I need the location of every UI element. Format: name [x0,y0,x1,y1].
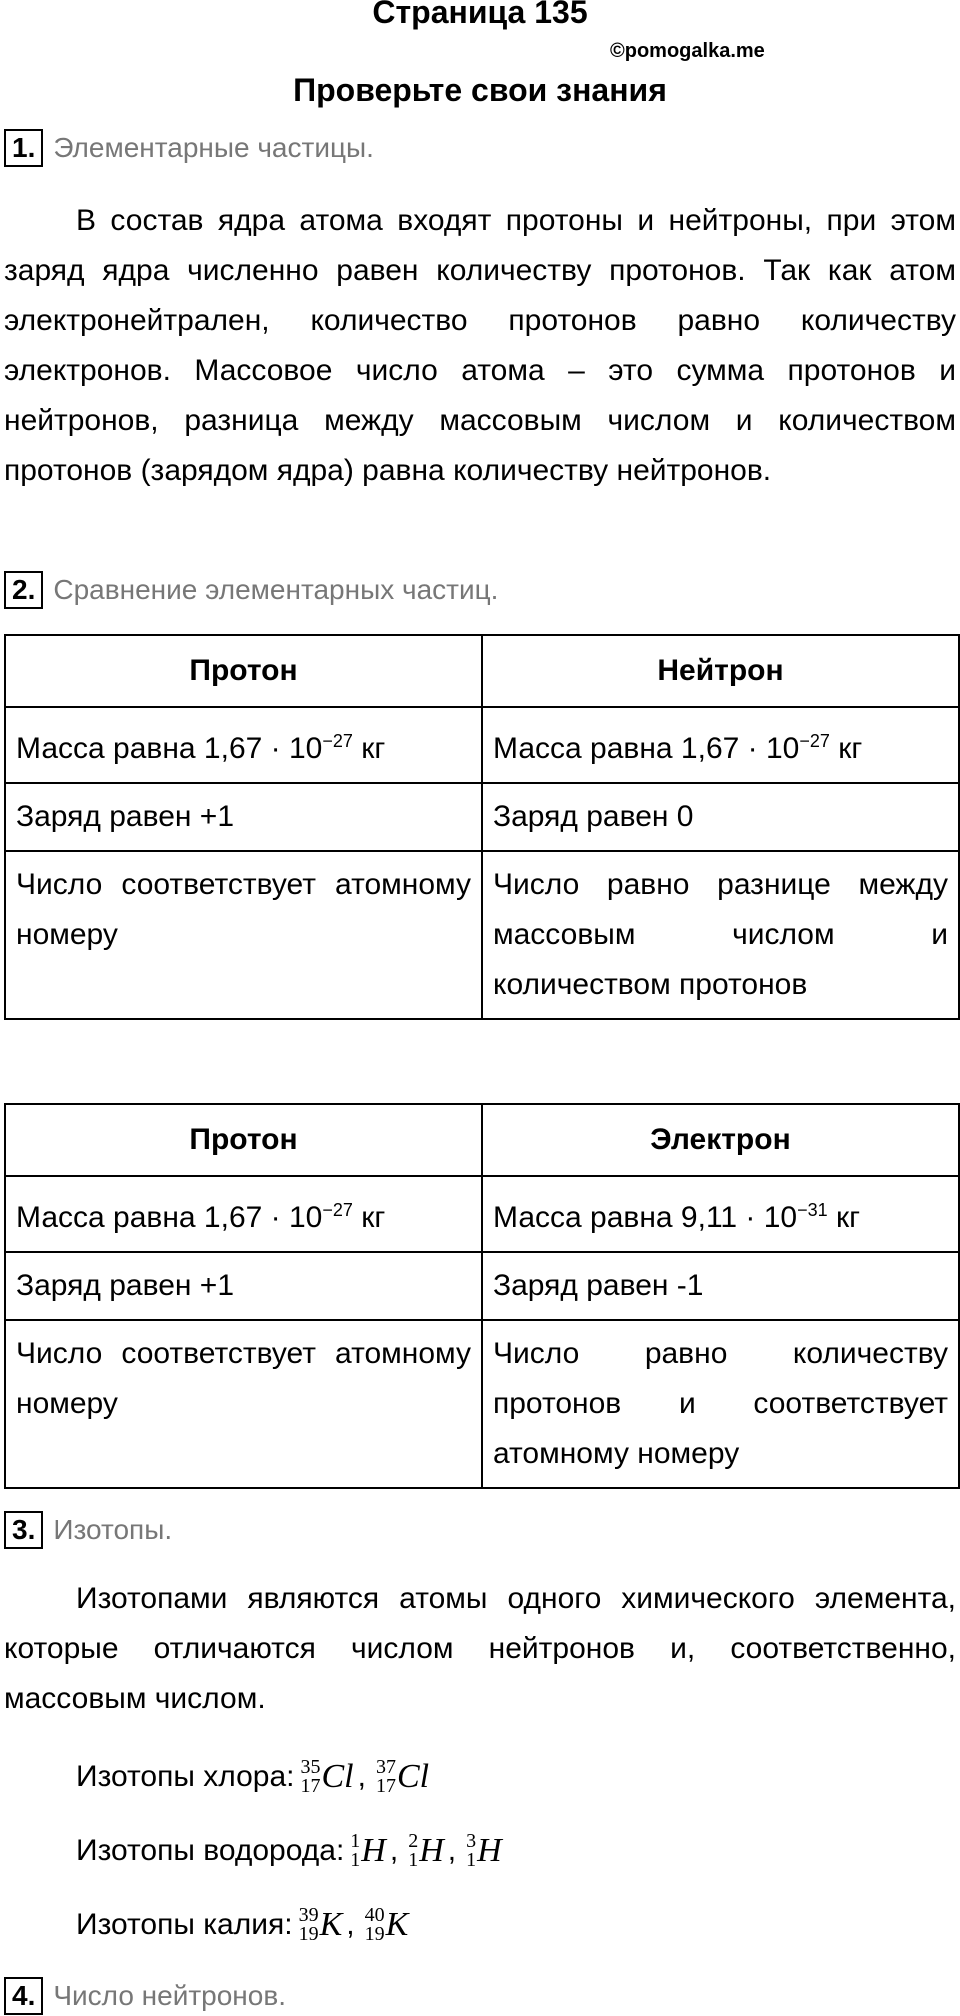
element-symbol: Cl [396,1758,430,1795]
task-3-answer: Изотопами являются атомы одного химического элемента, которые отличаются числом нейтронов и, соответственно, массовым числом. [4,1582,956,1715]
separator: , [346,1908,355,1941]
task-4-title: Число нейтронов. [53,1980,286,2011]
cell-text: Масса равна 9,11 · 10 [493,1201,798,1234]
table-row [5,783,959,851]
table-row [5,851,959,1019]
table-row [5,1252,959,1320]
table-cell [5,707,482,783]
task-1-answer: В состав ядра атома входят протоны и нейтроны, при этом заряд ядра численно равен количеству протонов. Так как атом электронейтрален, количество протонов равно количеству электронов. Массовое число атома – это сумма протонов и нейтронов, разница между массовым числом и количеством протонов (зарядом ядра) равна количеству нейтронов. [4,204,956,487]
table-header: Протон [5,1104,482,1176]
atomic-number: 1 [350,1849,361,1871]
table-cell: Заряд равен -1 [482,1252,959,1320]
atomic-number: 1 [408,1849,419,1871]
table-header-row [5,1104,959,1176]
mass-number: 39 [298,1904,319,1926]
separator: , [357,1760,366,1793]
table-cell [482,1176,959,1252]
exponent: −27 [322,1200,353,1220]
unit: кг [352,732,386,765]
exponent: −31 [797,1200,828,1220]
element-symbol: K [385,1906,409,1943]
table-cell: Число равно разнице между массовым числом и количеством протонов [482,851,959,1019]
nuclide [376,1752,429,1802]
task-4-header [4,1976,286,2016]
mass-number: 40 [364,1904,385,1926]
nuclide [466,1826,502,1876]
table-row [5,707,959,783]
task-3-number: 3. [4,1511,43,1549]
exponent: −27 [799,731,830,751]
mass-number: 35 [300,1756,321,1778]
task-1-title: Элементарные частицы. [53,132,374,163]
mass-number: 3 [466,1830,477,1852]
atomic-number: 19 [364,1923,385,1945]
watermark: ©pomogalka.me [610,40,765,62]
isotope-label: Изотопы хлора: [76,1760,295,1793]
table-row [5,1320,959,1488]
unit: кг [352,1201,386,1234]
table-cell: Заряд равен 0 [482,783,959,851]
element-symbol: H [477,1832,502,1869]
table-cell: Заряд равен +1 [5,1252,482,1320]
cell-text: Масса равна 1,67 · 10 [16,1201,323,1234]
separator: , [389,1834,399,1867]
table-cell [5,1176,482,1252]
exponent: −27 [322,731,353,751]
task-2-number: 2. [4,571,43,609]
element-symbol: H [361,1832,386,1869]
element-symbol: H [419,1832,444,1869]
task-4-number: 4. [4,1977,43,2015]
task-2-title: Сравнение элементарных частиц. [53,574,499,605]
atomic-number: 1 [466,1849,477,1871]
cell-text: Масса равна 1,67 · 10 [16,732,323,765]
task-1-number: 1. [4,129,43,167]
table-header: Нейтрон [482,635,959,707]
nuclide [299,1900,343,1950]
nuclide [300,1752,353,1802]
element-symbol: Cl [321,1758,354,1795]
unit: кг [829,732,863,765]
task-2-header [4,570,498,610]
task-1-header [4,128,374,168]
separator: , [447,1834,457,1867]
table-cell: Заряд равен +1 [5,783,482,851]
atomic-number: 19 [298,1923,319,1945]
mass-number: 2 [408,1830,419,1852]
potassium-isotopes [76,1900,412,1950]
isotope-label: Изотопы калия: [76,1908,293,1941]
table-row [5,1176,959,1252]
page-title: Страница 135 [372,0,588,30]
hydrogen-isotopes [76,1826,506,1876]
chlorine-isotopes [76,1752,433,1802]
cell-text: Масса равна 1,67 · 10 [493,732,800,765]
section-title: Проверьте свои знания [293,72,667,108]
task-3-title: Изотопы. [53,1514,173,1545]
atomic-number: 17 [300,1775,321,1797]
table-header: Протон [5,635,482,707]
atomic-number: 17 [375,1775,396,1797]
unit: кг [827,1201,861,1234]
table-cell: Число равно количеству протонов и соответствует атомному номеру [482,1320,959,1488]
table-header: Электрон [482,1104,959,1176]
table-header-row [5,635,959,707]
table-cell [482,707,959,783]
table-cell: Число соответствует атомному номеру [5,851,482,1019]
nuclide [365,1900,409,1950]
table-cell: Число соответствует атомному номеру [5,1320,482,1488]
mass-number: 1 [350,1830,361,1852]
element-symbol: K [319,1906,343,1943]
task-3-header [4,1510,172,1550]
comparison-table-proton-electron [4,1103,960,1489]
mass-number: 37 [375,1756,396,1778]
comparison-table-proton-neutron [4,634,960,1020]
nuclide [408,1826,444,1876]
isotope-label: Изотопы водорода: [76,1834,345,1867]
nuclide [350,1826,386,1876]
